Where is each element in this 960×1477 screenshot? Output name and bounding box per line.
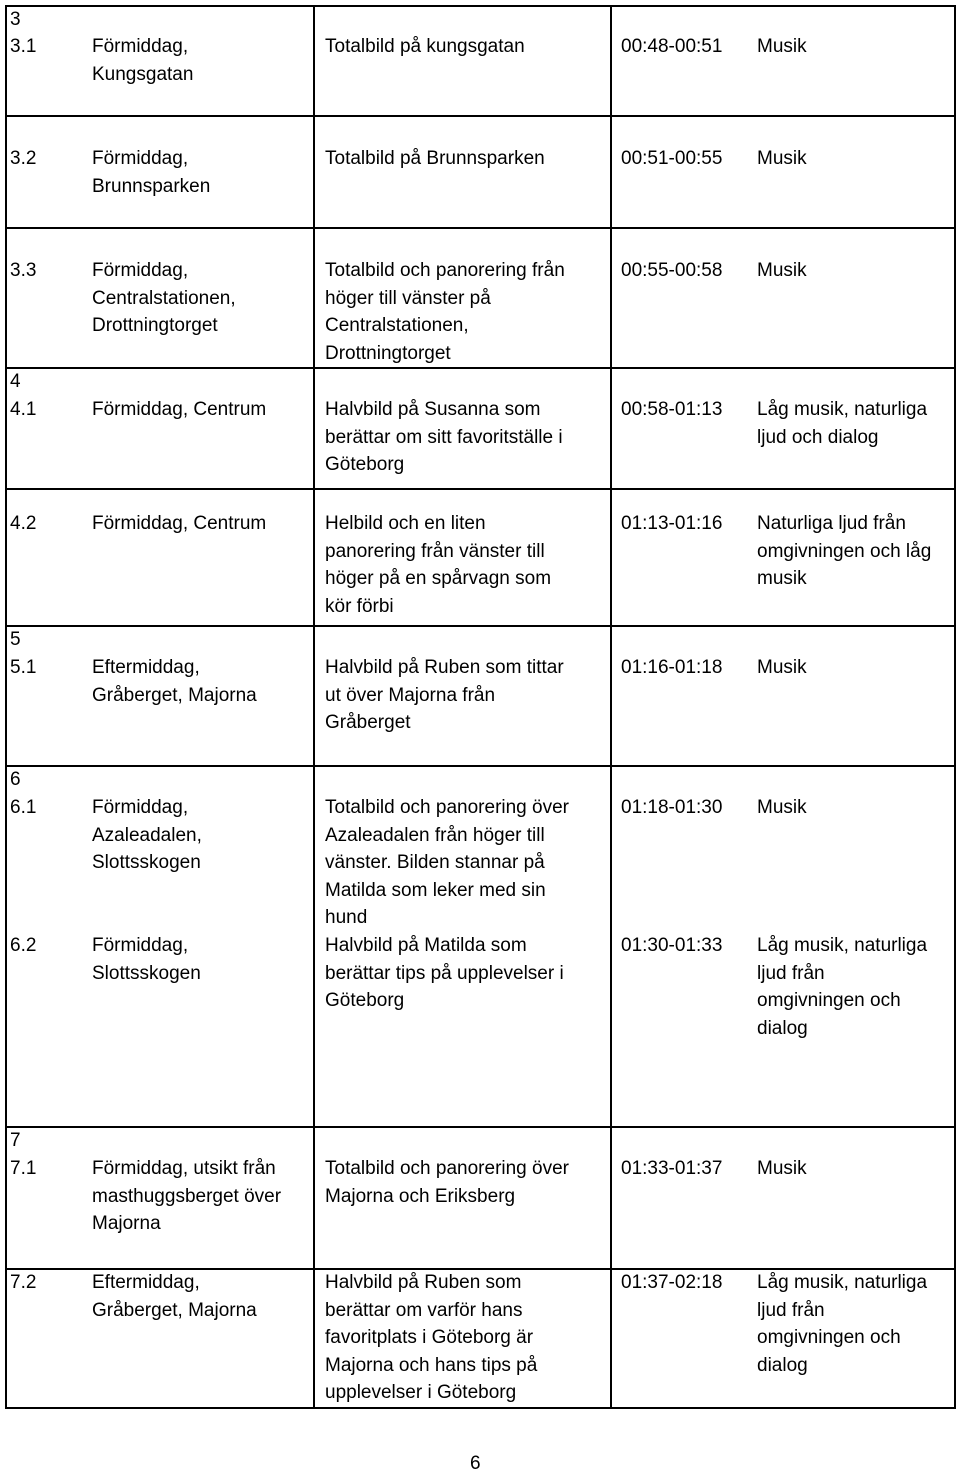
shot-timecode: 01:18-01:30 xyxy=(621,797,723,818)
shot-number: 3.1 xyxy=(10,36,37,57)
column-rule-1 xyxy=(313,5,315,1409)
shot-timecode: 01:33-01:37 xyxy=(621,1158,723,1179)
shot-description: Gråberget xyxy=(325,712,411,733)
shot-location: Förmiddag, xyxy=(92,260,189,281)
scene-heading: 6 xyxy=(10,769,21,790)
shot-timecode: 00:58-01:13 xyxy=(621,399,723,420)
shot-description: Halvbild på Ruben som xyxy=(325,1272,522,1293)
shot-timecode: 00:55-00:58 xyxy=(621,260,723,281)
shot-description: Halvbild på Ruben som tittar xyxy=(325,657,564,678)
shot-description: Totalbild och panorering från xyxy=(325,260,565,281)
page-number: 6 xyxy=(470,1453,481,1474)
shot-description: Helbild och en liten xyxy=(325,513,486,534)
shot-description: berättar om varför hans xyxy=(325,1299,523,1321)
shot-sound: omgivningen och xyxy=(757,990,901,1011)
shot-description: Halvbild på Matilda som xyxy=(325,935,527,956)
shot-number: 4.2 xyxy=(10,513,37,534)
shot-sound: Musik xyxy=(757,797,807,818)
shot-description: Totalbild på kungsgatan xyxy=(325,36,525,57)
scene-heading: 5 xyxy=(10,629,21,650)
shot-location: Förmiddag, utsikt från xyxy=(92,1158,276,1179)
shot-sound: ljud från xyxy=(757,962,825,984)
shot-sound: omgivningen och låg xyxy=(757,540,932,562)
shot-description: Totalbild och panorering över xyxy=(325,797,569,818)
shot-description: favoritplats i Göteborg är xyxy=(325,1327,534,1348)
shot-location: Förmiddag, xyxy=(92,148,189,169)
shot-sound: ljud från xyxy=(757,1299,825,1321)
shot-location: Förmiddag, xyxy=(92,36,189,57)
shot-sound: Låg musik, naturliga xyxy=(757,399,928,420)
row-rule-5 xyxy=(5,625,956,627)
shot-number: 4.1 xyxy=(10,399,37,420)
shot-location: Eftermiddag, xyxy=(92,657,200,678)
shot-location: masthuggsberget över xyxy=(92,1185,282,1207)
shot-description: Matilda som leker med sin xyxy=(325,879,546,901)
shot-location: Eftermiddag, xyxy=(92,1272,200,1293)
shot-sound: Låg musik, naturliga xyxy=(757,1272,928,1293)
shot-description: Drottningtorget xyxy=(325,342,451,364)
shot-location: Förmiddag, xyxy=(92,935,189,956)
shot-timecode: 00:48-00:51 xyxy=(621,36,723,57)
row-rule-6 xyxy=(5,765,956,767)
shot-number: 7.1 xyxy=(10,1158,37,1179)
shot-number: 5.1 xyxy=(10,657,37,678)
shot-description: kör förbi xyxy=(325,595,394,617)
scene-table xyxy=(5,5,956,1409)
row-rule-9 xyxy=(5,1407,956,1409)
shot-description: Totalbild och panorering över xyxy=(325,1158,569,1179)
shot-location: Förmiddag, Centrum xyxy=(92,513,267,534)
shot-number: 7.2 xyxy=(10,1272,37,1293)
row-rule-1 xyxy=(5,115,956,117)
shot-sound: dialog xyxy=(757,1017,808,1039)
shot-description: Centralstationen, xyxy=(325,315,469,336)
scene-heading: 3 xyxy=(10,9,21,30)
shot-sound: Låg musik, naturliga xyxy=(757,935,928,956)
shot-description: Azaleadalen från höger till xyxy=(325,824,545,846)
shot-location: Azaleadalen, xyxy=(92,824,202,846)
shot-number: 3.3 xyxy=(10,260,37,281)
column-rule-2 xyxy=(610,5,612,1409)
row-rule-4 xyxy=(5,488,956,490)
shot-sound: Musik xyxy=(757,657,807,678)
shot-description: Göteborg xyxy=(325,454,405,475)
shot-description: panorering från vänster till xyxy=(325,540,545,562)
shot-location: Slottsskogen xyxy=(92,962,201,984)
row-rule-7 xyxy=(5,1126,956,1128)
shot-location: Förmiddag, xyxy=(92,797,189,818)
shot-sound: dialog xyxy=(757,1354,808,1376)
shot-description: ut över Majorna från xyxy=(325,684,496,706)
shot-description: Majorna och hans tips på xyxy=(325,1354,538,1376)
shot-timecode: 01:13-01:16 xyxy=(621,513,723,534)
shot-description: Totalbild på Brunnsparken xyxy=(325,148,545,169)
shot-sound: omgivningen och xyxy=(757,1327,901,1348)
shot-timecode: 01:16-01:18 xyxy=(621,657,723,678)
shot-location: Gråberget, Majorna xyxy=(92,1299,257,1321)
scene-heading: 4 xyxy=(10,371,21,392)
shot-location: Brunnsparken xyxy=(92,175,211,197)
row-rule-2 xyxy=(5,227,956,229)
shot-description: berättar tips på upplevelser i xyxy=(325,962,564,984)
shot-number: 3.2 xyxy=(10,148,37,169)
shot-timecode: 00:51-00:55 xyxy=(621,148,723,169)
shot-description: Göteborg xyxy=(325,990,405,1011)
shot-timecode: 01:37-02:18 xyxy=(621,1272,723,1293)
shot-location: Majorna xyxy=(92,1213,161,1234)
shot-location: Slottsskogen xyxy=(92,852,201,873)
shot-sound: Musik xyxy=(757,148,807,169)
shot-sound: Naturliga ljud från xyxy=(757,513,906,534)
shot-number: 6.1 xyxy=(10,797,37,818)
shot-timecode: 01:30-01:33 xyxy=(621,935,723,956)
column-rule-3 xyxy=(954,5,956,1409)
shot-location: Centralstationen, xyxy=(92,287,236,309)
shot-location: Förmiddag, Centrum xyxy=(92,399,267,420)
shot-sound: Musik xyxy=(757,1158,807,1179)
shot-description: berättar om sitt favoritställe i xyxy=(325,426,563,448)
shot-description: Halvbild på Susanna som xyxy=(325,399,541,420)
scene-heading: 7 xyxy=(10,1130,21,1151)
shot-description: hund xyxy=(325,907,368,928)
row-rule-3 xyxy=(5,367,956,369)
shot-sound: musik xyxy=(757,568,807,589)
shot-description: Majorna och Eriksberg xyxy=(325,1185,516,1207)
shot-sound: ljud och dialog xyxy=(757,426,879,448)
shot-description: höger på en spårvagn som xyxy=(325,568,552,589)
column-rule-0 xyxy=(5,5,7,1409)
shot-description: vänster. Bilden stannar på xyxy=(325,852,545,873)
shot-location: Gråberget, Majorna xyxy=(92,684,257,706)
shot-description: höger till vänster på xyxy=(325,287,491,309)
shot-location: Kungsgatan xyxy=(92,63,194,85)
shot-location: Drottningtorget xyxy=(92,315,218,336)
shot-sound: Musik xyxy=(757,260,807,281)
row-rule-0 xyxy=(5,5,956,7)
shot-description: upplevelser i Göteborg xyxy=(325,1382,517,1403)
shot-sound: Musik xyxy=(757,36,807,57)
shot-number: 6.2 xyxy=(10,935,37,956)
